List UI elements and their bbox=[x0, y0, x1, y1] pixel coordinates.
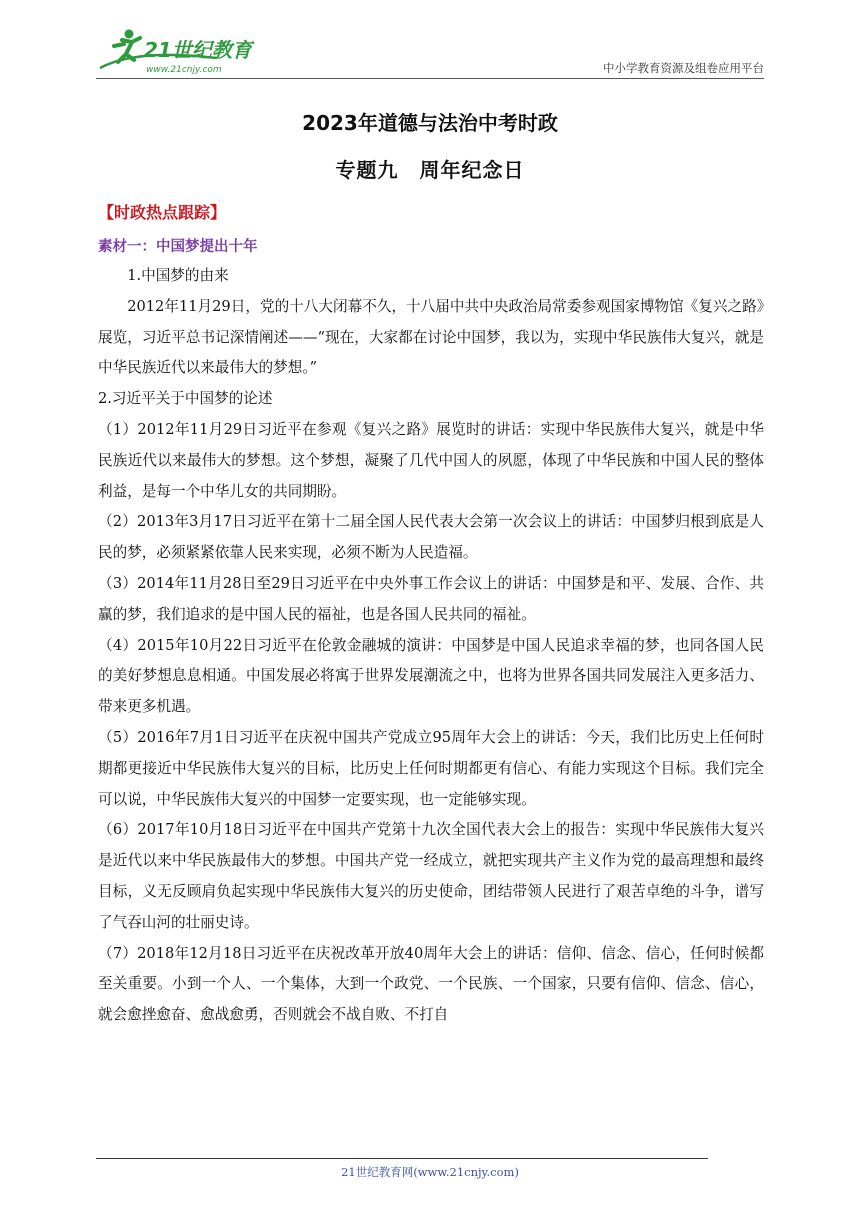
paragraph: 2012年11月29日，党的十八大闭幕不久，十八届中共中央政治局常委参观国家博物馆《复兴之路》展览，习近平总书记深情阐述——“现在，大家都在讨论中国梦，我以为，实现中华民族伟大复兴，就是中华民族近代以来最伟大的梦想。” bbox=[98, 297, 764, 377]
paragraph: 2.习近平关于中国梦的论述 bbox=[98, 390, 273, 408]
paragraph: （1）2012年11月29日习近平在参观《复兴之路》展览时的讲话：实现中华民族伟大复兴，就是中华民族近代以来最伟大的梦想。这个梦想，凝聚了几代中国人的夙愿，体现了中华民族和中国人民的整体利益，是每一个中华儿女的共同期盼。 bbox=[98, 420, 764, 500]
page-title: 2023年道德与法治中考时政 bbox=[302, 111, 558, 135]
paragraph: （6）2017年10月18日习近平在中国共产党第十九次全国代表大会上的报告：实现中华民族伟大复兴是近代以来中华民族最伟大的梦想。中国共产党一经成立，就把实现共产主义作为党的最高理想和最终目标，义无反顾肩负起实现中华民族伟大复兴的历史使命，团结带领人民进行了艰苦卓绝的斗争，谱写了气吞山河的壮丽史诗。 bbox=[98, 821, 764, 931]
paragraph: （5）2016年7月1日习近平在庆祝中国共产党成立95周年大会上的讲话：今天，我们比历史上任何时期都更接近中华民族伟大复兴的目标，比历史上任何时期都更有信心、有能力实现这个目标。我们完全可以说，中华民族伟大复兴的中国梦一定要实现，也一定能够实现。 bbox=[98, 728, 764, 808]
paragraph: （3）2014年11月28日至29日习近平在中央外事工作会议上的讲话：中国梦是和平、发展、合作、共赢的梦，我们追求的是中国人民的福祉，也是各国人民共同的福祉。 bbox=[98, 574, 764, 623]
logo-21cnjy bbox=[96, 24, 266, 80]
header-divider bbox=[96, 78, 764, 79]
svg-text:www.21cnjy.com: www.21cnjy.com bbox=[146, 65, 222, 75]
page-subtitle: 专题九 周年纪念日 bbox=[335, 158, 525, 182]
paragraph: （4）2015年10月22日习近平在伦敦金融城的演讲：中国梦是中国人民追求幸福的梦，也同各国人民的美好梦想息息相通。中国发展必将寓于世界发展潮流之中，也将为世界各国共同发展注入更多活力、带来更多机遇。 bbox=[98, 636, 764, 716]
document-body bbox=[98, 261, 764, 1031]
material-heading: 素材一：中国梦提出十年 bbox=[98, 239, 258, 255]
page-header bbox=[96, 20, 764, 80]
header-platform-text: 中小学教育资源及组卷应用平台 bbox=[603, 61, 764, 75]
paragraph: （2）2013年3月17日习近平在第十二届全国人民代表大会第一次会议上的讲话：中国梦归根到底是人民的梦，必须紧紧依靠人民来实现，必须不断为人民造福。 bbox=[98, 513, 764, 562]
paragraph: （7）2018年12月18日习近平在庆祝改革开放40周年大会上的讲话：信仰、信念、信心，任何时候都至关重要。小到一个人、一个集体，大到一个政党、一个民族、一个国家，只要有信仰、信念、信心，就会愈挫愈奋、愈战愈勇，否则就会不战自败、不打自 bbox=[98, 944, 764, 1024]
paragraph: 1.中国梦的由来 bbox=[127, 267, 229, 284]
svg-text:21世纪教育: 21世纪教育 bbox=[144, 38, 252, 62]
page-footer: 21世纪教育网(www.21cnjy.com) bbox=[341, 1165, 519, 1179]
section-heading: 【时政热点跟踪】 bbox=[98, 203, 227, 222]
footer-divider bbox=[96, 1158, 708, 1159]
